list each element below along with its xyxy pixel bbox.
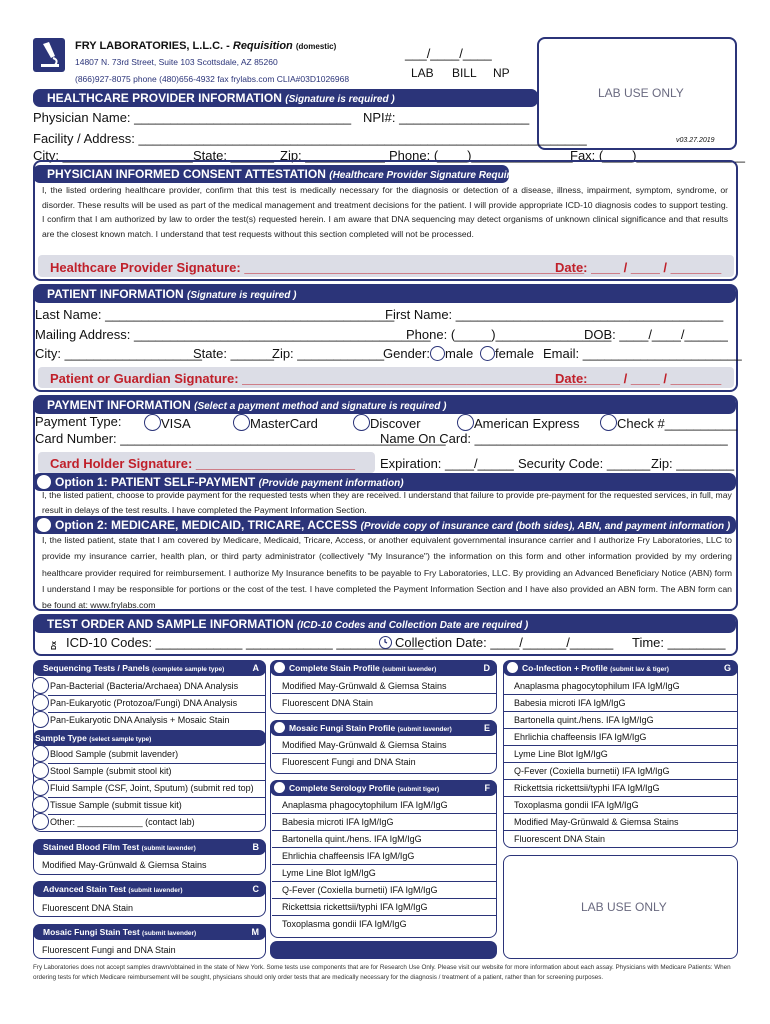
option1-text: I, the listed patient, choose to provide payment for the requested tests when they are received. I understand that failure to provide pre-payment for the requested services, in full, may result in delays of the test results. I have completed the Payment Information Section. [42,490,732,515]
discover-radio[interactable]: Discover [353,414,421,432]
panel-f-item-8: Toxoplasma gondii IFA IgM/IgG [282,919,407,929]
lab-address: 14807 N. 73rd Street, Suite 103 Scottsdale, AZ 85260 [75,57,278,67]
physician-name-field[interactable]: Physician Name: ______________________________ [33,110,352,125]
male-label: male [445,346,474,361]
amex-radio-icon [457,414,474,431]
panel-g-header[interactable]: Co-Infection + Profile (submit lav & tiger) G [503,660,738,676]
panel-d-item-2: Fluorescent DNA Stain [282,698,374,708]
panel-f-divider [272,915,496,916]
panel-f-item-6: Q-Fever (Coxiella burnetii) IFA IgM/IgG [282,885,438,895]
payment-zip-field[interactable]: Zip: ________ [651,456,735,471]
lab-use-only-bottom: LAB USE ONLY [581,900,667,914]
panel-g-item-4: Ehrlichia chaffeensis IFA IgM/IgG [514,732,647,742]
npi-field[interactable]: NPI#: __________________ [363,110,530,125]
check-radio[interactable]: Check #__________ [600,414,737,432]
panel-g-divider [504,762,737,763]
test-order-header: TEST ORDER AND SAMPLE INFORMATION (ICD-10 Codes and Collection Date are required ) [33,615,736,633]
payment-type-label: Payment Type: [35,414,122,429]
option2-text: I, the listed patient, state that I am covered by Medicare, Medicaid, Tricare, Access, or another equivalent governmental insurance carrier and I authorize Fry Laboratories, LLC to provide my insurance carrier, health plan, or third party administrator (collectively "My Insurance") the information on this form and other information provided by my ordering healthcare provider required for reimbursement. I authorize My Insurance benefits to be payable to Fry Laboratories, LLC. By providing an Advanced Beneficiary Notice (ABN) form I understand I may be responsible for portions or the cost of the test. I have completed the Payment Information Section and I have also provided an ABN form. The ABN form can be found at: www.frylabs.com [42,535,732,611]
check-radio-icon [600,414,617,431]
stool-sample-label: Stool Sample (submit stool kit) [50,766,172,776]
collection-time-field[interactable]: Time: ________ [632,635,726,650]
patient-signature-date[interactable]: Date: ____ / ____ / _______ [555,371,722,386]
microscope-icon [33,38,65,72]
card-number-field[interactable]: Card Number: _____________________________________________ [35,431,446,446]
amex-radio[interactable]: American Express [457,414,579,432]
panel-g-item-8: Toxoplasma gondii IFA IgM/IgG [514,800,639,810]
panel-a-item-2: Pan-Eukaryotic (Protozoa/Fungi) DNA Analysis [50,698,238,708]
panel-b-item-1: Modified May-Grünwald & Giemsa Stains [42,860,207,870]
panel-g-divider [504,813,737,814]
panel-e-header[interactable]: Mosaic Fungi Stain Profile (submit lavender) E [270,720,497,736]
other-sample-label: Other: _____________ (contact lab) [50,817,195,827]
panel-g-item-1: Anaplasma phagocytophilum IFA IgM/IgG [514,681,680,691]
option1-radio-icon[interactable] [37,475,51,489]
sample-type-header: Sample Type (select sample type) [33,730,266,746]
np-code[interactable]: NP [493,66,510,80]
card-holder-signature-field[interactable]: Card Holder Signature: ______________________ [50,456,355,471]
panel-f-item-7: Rickettsia rickettsii/typhi IFA IgM/IgG [282,902,428,912]
blood-sample-checkbox[interactable] [32,745,49,762]
collection-date-field[interactable]: Collection Date: ____/______/______ [395,635,614,650]
provider-signature-field[interactable]: Healthcare Provider Signature: _______________________________________________ [50,260,585,275]
panel-g-divider [504,711,737,712]
payment-header: PAYMENT INFORMATION (Select a payment method and signature is required ) [33,396,736,414]
lab-code[interactable]: LAB [411,66,434,80]
panel-f-divider [272,881,496,882]
panel-g-item-10: Fluorescent DNA Stain [514,834,606,844]
panel-g-item-7: Rickettsia rickettsii/typhi IFA IgM/IgG [514,783,660,793]
panel-f-divider [272,864,496,865]
female-label: female [495,346,535,361]
other-sample-checkbox[interactable] [32,813,49,830]
panel-f-item-5: Lyme Line Blot IgM/IgG [282,868,376,878]
gender-female-radio[interactable] [480,346,534,362]
panel-a-header: Sequencing Tests / Panels (complete sample type) A [33,660,266,676]
panel-f-divider [272,830,496,831]
discover-radio-icon [353,414,370,431]
last-name-field[interactable]: Last Name: ________________________________________ [35,307,395,322]
lab-date-blank[interactable]: ___/____/____ [405,46,492,61]
dob-field[interactable]: DOB: ____/____/______ [584,327,728,342]
panel-g-item-5: Lyme Line Blot IgM/IgG [514,749,608,759]
panel-m-item-1: Fluorescent Fungi and DNA Stain [42,945,176,955]
option1-header[interactable]: Option 1: PATIENT SELF-PAYMENT (Provide payment information) [33,473,736,491]
blood-sample-label: Blood Sample (submit lavender) [50,749,179,759]
bill-code[interactable]: BILL [452,66,477,80]
tissue-sample-label: Tissue Sample (submit tissue kit) [50,800,182,810]
expiration-field[interactable]: Expiration: ____/_____ [380,456,514,471]
visa-radio[interactable]: VISA [144,414,191,432]
panel-f-item-4: Ehrlichia chaffeensis IFA IgM/IgG [282,851,415,861]
panel-f-item-3: Bartonella quint./hens. IFA IgM/IgG [282,834,422,844]
consent-header: PHYSICIAN INFORMED CONSENT ATTESTATION (Healthcare Provider Signature Required ) [33,165,509,183]
panel-f-divider [272,898,496,899]
patient-signature-field[interactable]: Patient or Guardian Signature: _________________________________________________ [50,371,597,386]
icd-codes-field[interactable]: ICD-10 Codes: ____________ ____________ ____________ [66,635,424,650]
female-radio-icon [480,346,495,361]
lab-phones: (866)927-8075 phone (480)656-4932 fax frylabs.com CLIA#03D1026968 [75,74,350,84]
patient-city-field[interactable]: City: ___________________ [35,346,202,361]
panel-f-header[interactable]: Complete Serology Profile (submit tiger) F [270,780,497,796]
provider-zip-field[interactable]: Zip: ___________ [280,148,385,163]
panel-f-divider [272,813,496,814]
provider-state-field[interactable]: State: ______ [193,148,274,163]
panel-c-header[interactable]: Advanced Stain Test (submit lavender) C [33,881,266,897]
panel-f-divider [272,847,496,848]
email-field[interactable]: Email: ______________________ [543,346,742,361]
patient-zip-field[interactable]: Zip: ____________ [272,346,385,361]
panel-f-footer-bar [270,941,497,959]
panel-a-item-2-checkbox[interactable] [32,694,49,711]
panel-g-item-2: Babesia microti IFA IgM/IgG [514,698,626,708]
gender-label: Gender: [383,346,430,361]
lab-name: FRY LABORATORIES, L.L.C. - Requisition (domestic) [75,40,337,52]
panel-f-item-2: Babesia microti IFA IgM/IgG [282,817,394,827]
male-radio-icon [430,346,445,361]
lab-logo [33,38,65,72]
lab-use-only-top: LAB USE ONLY [598,86,684,100]
tissue-sample-checkbox[interactable] [32,796,49,813]
patient-header: PATIENT INFORMATION (Signature is required ) [33,285,736,303]
version-label: v03.27.2019 [676,137,715,144]
first-name-field[interactable]: First Name: _____________________________________ [385,307,724,322]
panel-m-header[interactable]: Mosaic Fungi Stain Test (submit lavender) M [33,924,266,940]
fluid-sample-checkbox[interactable] [32,779,49,796]
fluid-sample-label: Fluid Sample (CSF, Joint, Sputum) (submit red top) [50,783,254,793]
panel-c-item-1: Fluorescent DNA Stain [42,903,134,913]
visa-radio-icon [144,414,161,431]
patient-phone-field[interactable]: Phone: (_____)________________ [406,327,612,342]
requisition-label: Requisition [232,40,293,52]
option2-radio-icon[interactable] [37,518,51,532]
panel-a-item-3-checkbox[interactable] [32,711,49,728]
requisition-type: (domestic) [295,42,337,51]
panel-e-item-1: Modified May-Grünwald & Giemsa Stains [282,740,447,750]
panel-g-divider [504,796,737,797]
panel-g-item-3: Bartonella quint./hens. IFA IgM/IgG [514,715,654,725]
clock-icon [379,636,392,649]
panel-e-item-2: Fluorescent Fungi and DNA Stain [282,757,416,767]
patient-state-field[interactable]: State: ______ [193,346,274,361]
panel-a-item-3: Pan-Eukaryotic DNA Analysis + Mosaic Stain [50,715,230,725]
panel-a-item-1-checkbox[interactable] [32,677,49,694]
name-on-card-field[interactable]: Name On Card: ___________________________________ [380,431,728,446]
panel-d-header[interactable]: Complete Stain Profile (submit lavender) D [270,660,497,676]
mailing-address-field[interactable]: Mailing Address: _________________________________________ [35,327,431,342]
panel-b-header[interactable]: Stained Blood Film Test (submit lavender) B [33,839,266,855]
mastercard-radio[interactable]: MasterCard [233,414,318,432]
footer-note: Fry Laboratories does not accept samples drawn/obtained in the state of New York. Some tests use components that are for Research Use Only. Please visit our website for more information about each assay. Physicians with Medicare Patients: When ordering tests for which Medicare reimbursement will be sought, physicians should only order tests that are medically necessary for the diagnosis / treatment of a patient, rather than for screening purposes. [33,964,731,981]
facility-address-field[interactable]: Facility / Address: ______________________________________________________________ [33,131,587,146]
stool-sample-checkbox[interactable] [32,762,49,779]
consent-text: I, the listed ordering healthcare provider, confirm that this test is medically necessary for the diagnosis or detection of a disease, illness, impairment, symptom, syndrome, or disorder. These results will be used as part of the medical management and treatment decisions for the patient. I will provide appropriate ICD-10 diagnosis codes to support testing. I confirm that I am authorized by law to order the test(s) requested herein. I am aware that DNA sequencing may detect organisms of unknown clinical significance and that results are the closest known match. I understand that test requests without this section completed will not be processed. [42,185,728,239]
panel-g-item-9: Modified May-Grünwald & Giemsa Stains [514,817,679,827]
panel-d-item-1: Modified May-Grünwald & Giemsa Stains [282,681,447,691]
provider-phone-field[interactable]: Phone: (____)______________ [389,148,573,163]
provider-fax-field[interactable]: Fax: (____)_______________ [570,148,745,163]
option2-header[interactable]: Option 2: MEDICARE, MEDICAID, TRICARE, ACCESS (Provide copy of insurance card (both sides), ABN, and payment information ) [33,516,736,534]
provider-city-field[interactable]: City: __________________ [33,148,193,163]
panel-g-divider [504,745,737,746]
provider-header: HEALTHCARE PROVIDER INFORMATION (Signature is required ) [33,89,538,107]
dx-label: Dx [51,641,58,650]
security-code-field[interactable]: Security Code: ______ [518,456,651,471]
panel-a-item-1: Pan-Bacterial (Bacteria/Archaea) DNA Analysis [50,681,239,691]
provider-signature-date[interactable]: Date: ____ / ____ / _______ [555,260,722,275]
panel-g-divider [504,728,737,729]
mastercard-radio-icon [233,414,250,431]
panel-g-divider [504,779,737,780]
panel-g-divider [504,694,737,695]
panel-f-item-1: Anaplasma phagocytophilum IFA IgM/IgG [282,800,448,810]
panel-g-item-6: Q-Fever (Coxiella burnetii) IFA IgM/IgG [514,766,670,776]
gender-male-radio[interactable] [430,346,473,362]
panel-g-divider [504,830,737,831]
